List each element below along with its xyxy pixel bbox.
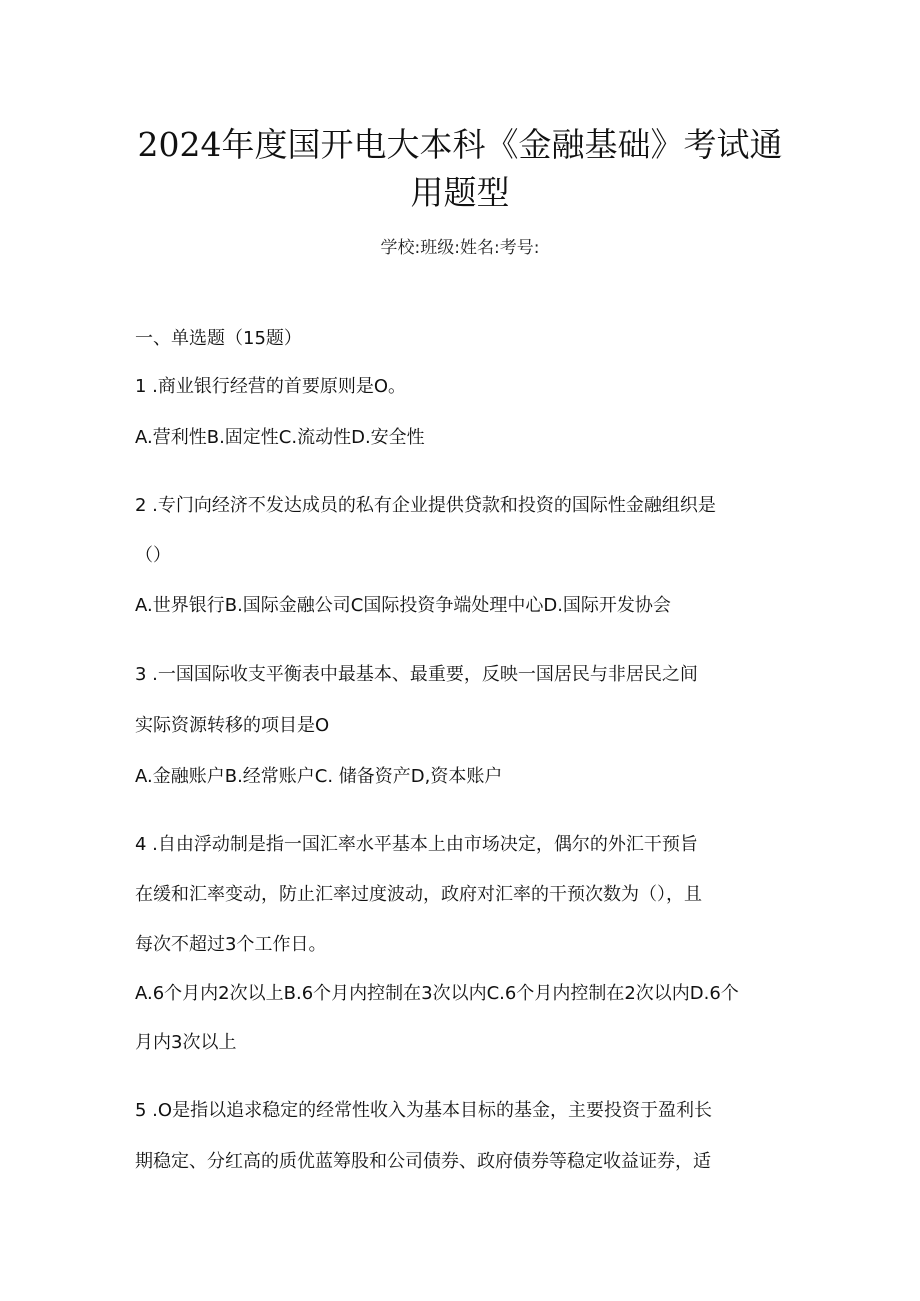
question-4-options-line-2: 月内3次以上 bbox=[135, 1032, 237, 1053]
document-title-line-2: 用题型 bbox=[410, 173, 510, 212]
question-3-options: A.金融账户B.经常账户C. 储备资产D,资本账户 bbox=[135, 766, 503, 787]
question-2-options: A.世界银行B.国际金融公司C国际投资争端处理中心D.国际开发协会 bbox=[135, 595, 671, 616]
student-info-line: 学校:班级:姓名:考号: bbox=[380, 238, 540, 258]
question-4-options-line-1: A.6个月内2次以上B.6个月内控制在3次以内C.6个月内控制在2次以内D.6个 bbox=[135, 983, 739, 1004]
question-4-text-line-3: 每次不超过3个工作日。 bbox=[135, 934, 327, 955]
question-1-options: A.营利性B.固定性C.流动性D.安全性 bbox=[135, 427, 425, 448]
question-4-text-line-1: 4 .自由浮动制是指一国汇率水平基本上由市场决定，偶尔的外汇干预旨 bbox=[135, 834, 698, 855]
question-3-text-line-2: 实际资源转移的项目是O bbox=[135, 715, 330, 736]
question-2-text-line-2: （） bbox=[135, 545, 171, 566]
question-5-text-line-2: 期稳定、分红高的质优蓝筹股和公司债券、政府债券等稳定收益证券，适 bbox=[135, 1151, 711, 1172]
document-title-line-1: 2024年度国开电大本科《金融基础》考试通 bbox=[137, 125, 783, 164]
question-1-text: 1 .商业银行经营的首要原则是O。 bbox=[135, 376, 407, 397]
question-3-text-line-1: 3 .一国国际收支平衡表中最基本、最重要，反映一国居民与非居民之间 bbox=[135, 664, 698, 685]
question-5-text-line-1: 5 .O是指以追求稳定的经常性收入为基本目标的基金，主要投资于盈利长 bbox=[135, 1100, 713, 1121]
section-heading: 一、单选题（15题） bbox=[135, 328, 302, 349]
question-2-text-line-1: 2 .专门向经济不发达成员的私有企业提供贷款和投资的国际性金融组织是 bbox=[135, 495, 716, 516]
question-4-text-line-2: 在缓和汇率变动，防止汇率过度波动，政府对汇率的干预次数为（），且 bbox=[135, 884, 702, 905]
